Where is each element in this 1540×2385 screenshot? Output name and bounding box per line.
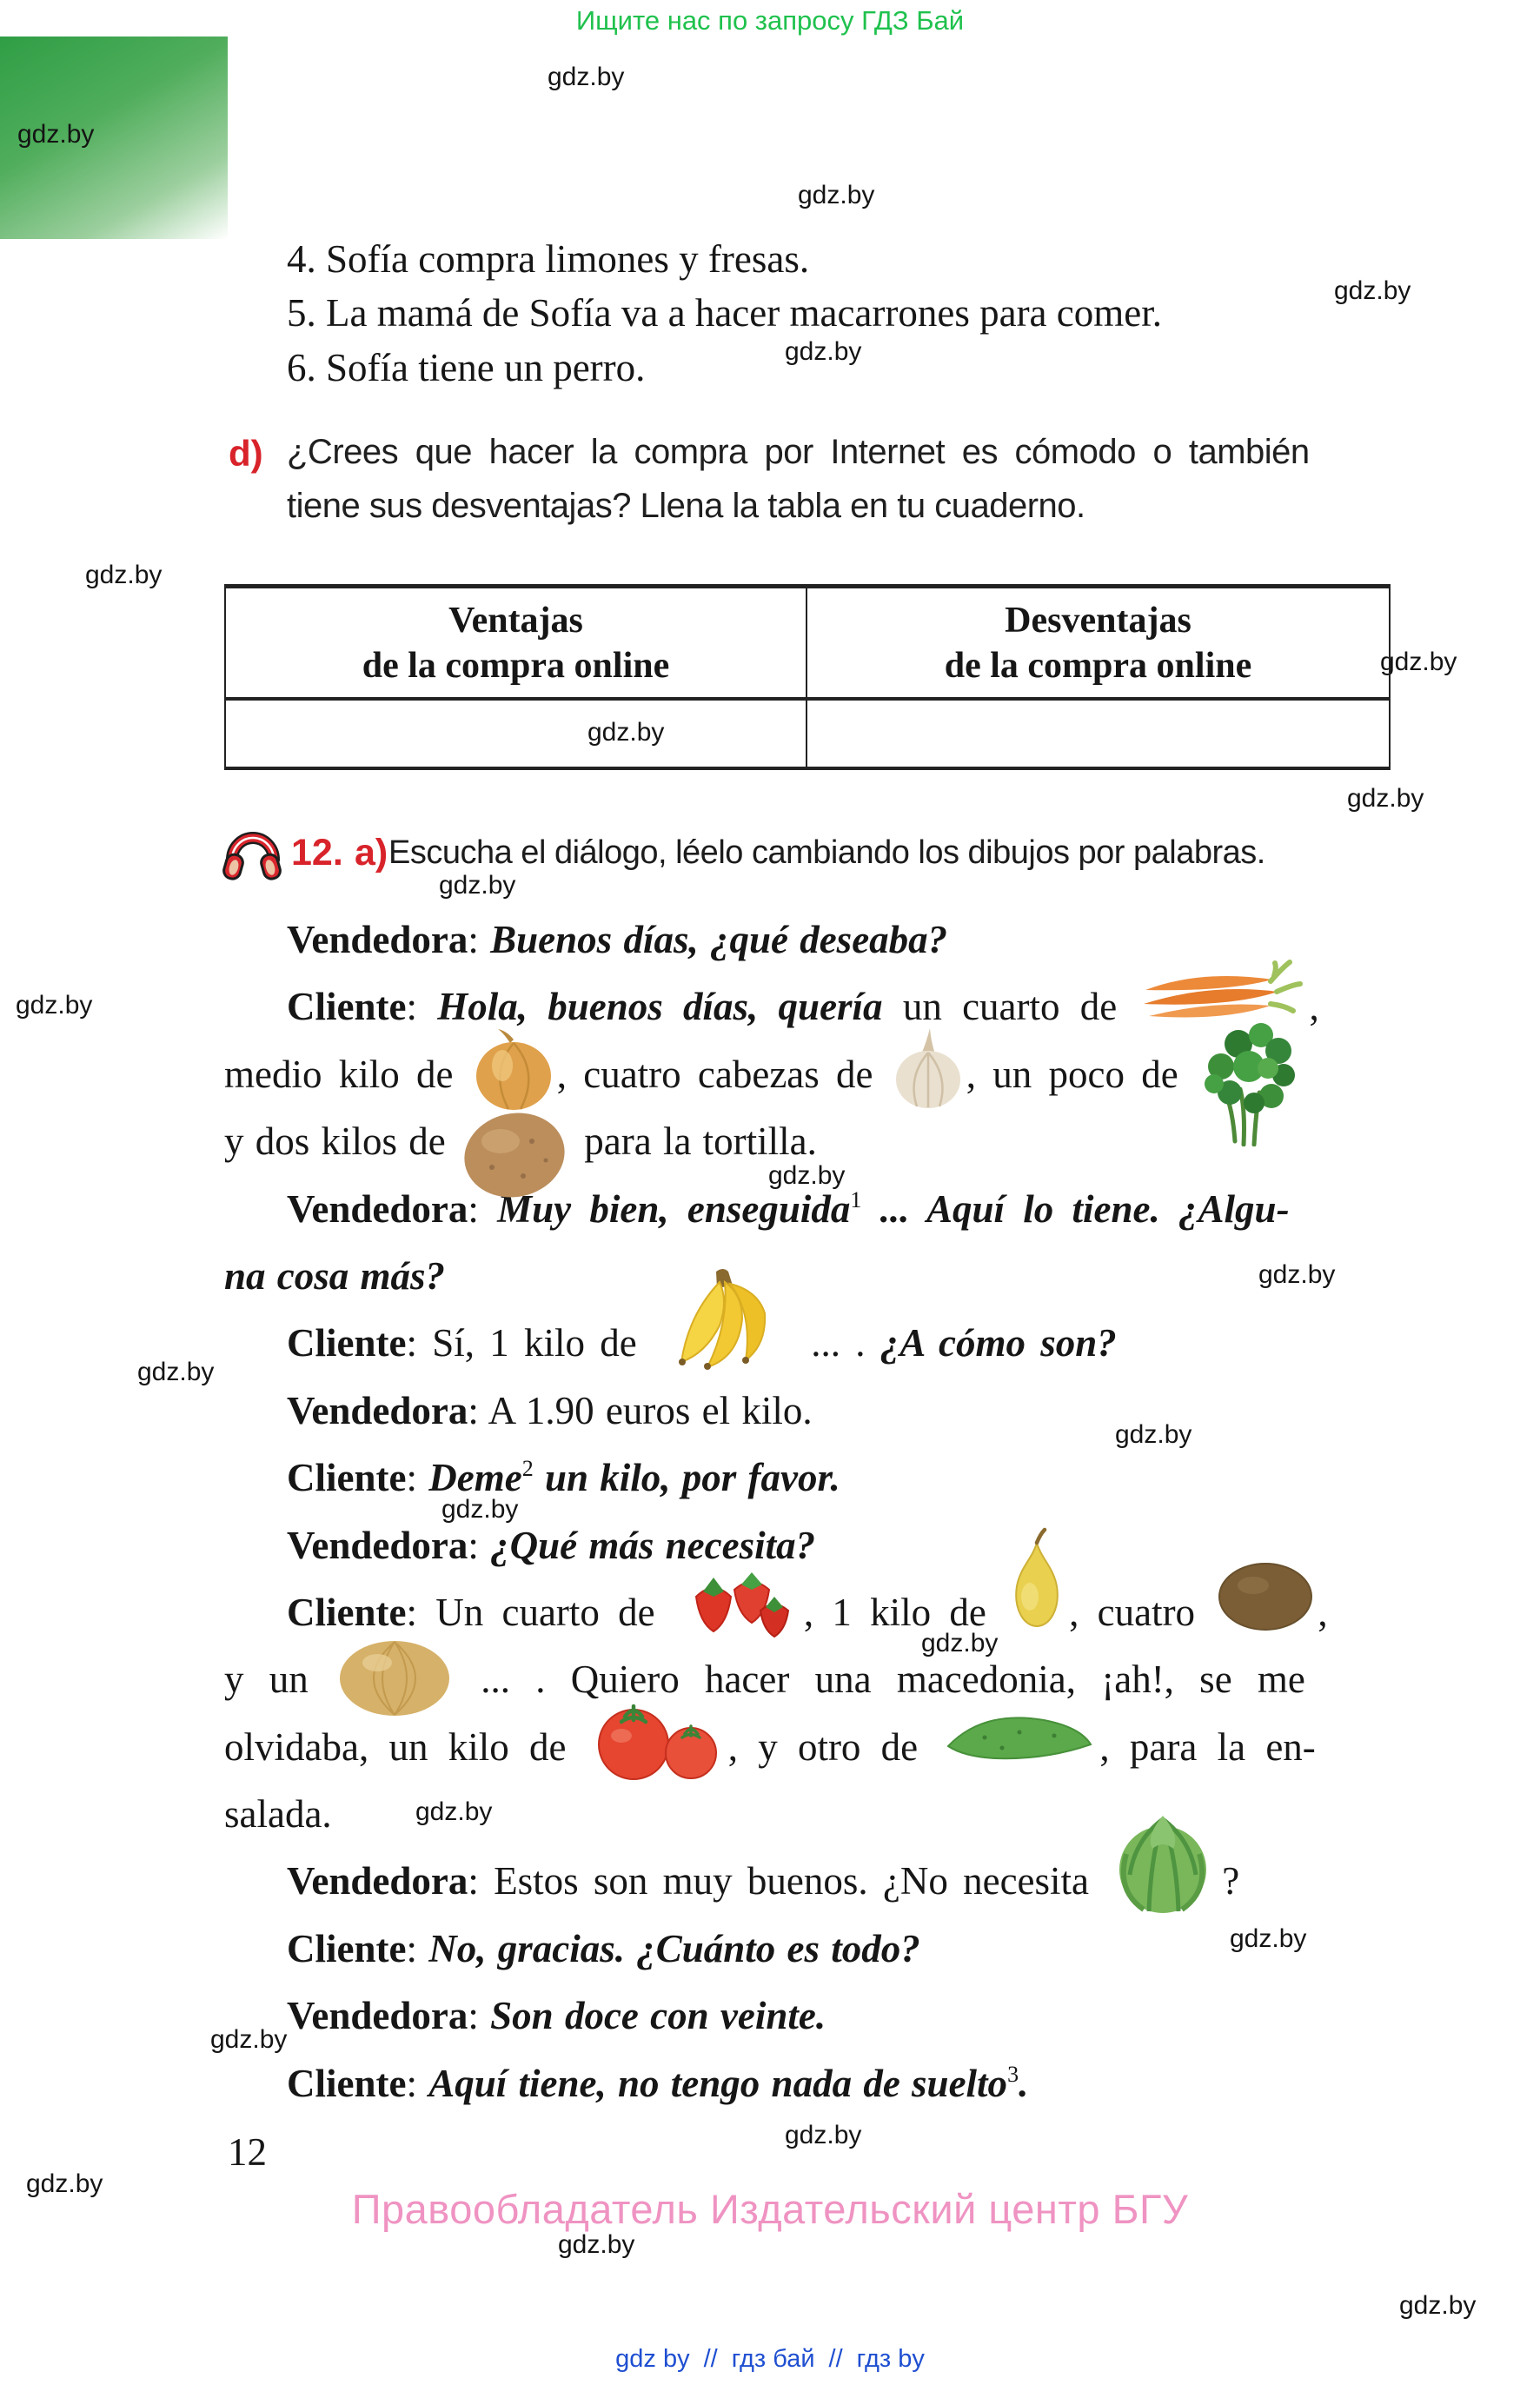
table-header-line: de la compra online bbox=[362, 645, 670, 686]
parsley-image bbox=[1198, 1016, 1296, 1167]
dialogue-italic-text: Muy bien, enseguida bbox=[497, 1186, 851, 1231]
exercise-statement: 5. La mamá de Sofía va a hacer macarrones para comer. bbox=[287, 291, 1162, 335]
dialogue-text: , un poco de bbox=[966, 1052, 1195, 1096]
speaker-name: Vendedora bbox=[287, 1186, 468, 1231]
dialogue-text: : bbox=[406, 2061, 429, 2105]
gdz-watermark: gdz.by bbox=[441, 1495, 519, 1524]
table-header-ventajas bbox=[226, 588, 807, 701]
task-12-letter: a) bbox=[355, 832, 388, 874]
footer-link[interactable]: gdz by bbox=[615, 2345, 690, 2373]
dialogue-text: : bbox=[468, 918, 491, 961]
potato-image bbox=[461, 1106, 569, 1223]
dialogue-line bbox=[224, 1512, 1391, 1579]
dialogue-italic-text: na cosa más? bbox=[224, 1253, 446, 1298]
dialogue-text: : Sí, 1 kilo de bbox=[406, 1321, 652, 1365]
copyright-text: Правообладатель Издательский центр БГУ bbox=[351, 2186, 1189, 2232]
dialogue-text: ... . Quiero hacer una macedonia, ¡ah!, se me bbox=[455, 1658, 1305, 1702]
dialogue-italic-text: Son doce con veinte. bbox=[490, 1994, 826, 2038]
table-header-line: Desventajas bbox=[1005, 600, 1192, 641]
dialogue-text: , cuatro bbox=[1069, 1590, 1214, 1634]
gdz-watermark: gdz.by bbox=[210, 2025, 288, 2054]
dialogue-line bbox=[224, 1445, 1391, 1511]
gdz-watermark: gdz.by bbox=[137, 1358, 215, 1386]
bananas-image bbox=[655, 1265, 793, 1395]
task-d-label: d) bbox=[229, 433, 263, 474]
cucumber-image bbox=[941, 1713, 1096, 1788]
gdz-watermark: gdz.by bbox=[1230, 1924, 1307, 1953]
dialogue-text: , para la en- bbox=[1099, 1724, 1316, 1769]
dialogue-text: , y otro de bbox=[727, 1724, 939, 1769]
gdz-watermark: gdz.by bbox=[587, 718, 665, 747]
speaker-name: Vendedora bbox=[287, 1859, 468, 1903]
dialogue-line bbox=[224, 1378, 1391, 1445]
speaker-name: Vendedora bbox=[287, 918, 468, 961]
gdz-watermark: gdz.by bbox=[1334, 276, 1411, 305]
dialogue-text: , cuatro cabezas de bbox=[556, 1052, 890, 1096]
exercise-statement: 4. Sofía compra limones y fresas. bbox=[287, 237, 810, 281]
gdz-watermark: gdz.by bbox=[439, 871, 516, 900]
dialogue-text: medio kilo de bbox=[224, 1052, 470, 1096]
speaker-name: Vendedora bbox=[287, 1388, 468, 1432]
gdz-watermark: gdz.by bbox=[16, 991, 93, 1020]
dialogue-text: : A 1.90 euros el kilo. bbox=[468, 1388, 813, 1432]
dialogue-italic-text: No, gracias. ¿Cuánto es todo? bbox=[428, 1926, 920, 1970]
pear-image bbox=[1008, 1527, 1065, 1656]
advantages-table bbox=[224, 584, 1391, 770]
gdz-watermark: gdz.by bbox=[785, 337, 862, 366]
table-header-line: de la compra online bbox=[944, 645, 1252, 686]
gdz-watermark: gdz.by bbox=[1399, 2291, 1477, 2320]
dialogue-text: , 1 kilo de bbox=[803, 1590, 1006, 1634]
gdz-watermark: gdz.by bbox=[415, 1797, 493, 1826]
dialogue-line bbox=[224, 1310, 1391, 1377]
gdz-watermark: gdz.by bbox=[1380, 648, 1457, 676]
dialogue-text: : Un cuarto de bbox=[406, 1590, 674, 1634]
dialogue-text: salada. bbox=[224, 1792, 332, 1837]
task-12-number: 12. bbox=[291, 832, 343, 874]
page-number: 12 bbox=[228, 2130, 267, 2174]
dialogue-text: y dos kilos de bbox=[224, 1119, 458, 1164]
dialogue-line bbox=[224, 1579, 1391, 1646]
task-12-instruction: Escucha el diálogo, léelo cambiando los dibujos por palabras. bbox=[388, 834, 1265, 871]
task-d-line2: tiene sus desventajas? Llena la tabla en tu cuaderno. bbox=[287, 487, 1085, 525]
dialogue-italic-text: Deme bbox=[428, 1456, 522, 1500]
dialogue-text: : bbox=[468, 1523, 491, 1567]
table-header-desventajas bbox=[807, 588, 1389, 701]
dialogue-italic-text: ¿A cómo son? bbox=[880, 1321, 1117, 1365]
kiwi-image bbox=[1217, 1561, 1314, 1653]
exercise-statement: 6. Sofía tiene un perro. bbox=[287, 346, 646, 389]
table-header-line: Ventajas bbox=[448, 600, 583, 641]
dialogue-line bbox=[224, 1176, 1391, 1243]
gdz-watermark: gdz.by bbox=[85, 561, 163, 589]
dialogue-text: : bbox=[468, 1186, 498, 1231]
gdz-watermark: gdz.by bbox=[768, 1161, 846, 1190]
dialogue-italic-text: . bbox=[1019, 2061, 1029, 2105]
dialogue-text: : bbox=[406, 1456, 429, 1500]
dialogue-text: : bbox=[406, 1926, 429, 1970]
cabbage-image bbox=[1107, 1812, 1218, 1937]
gdz-watermark: gdz.by bbox=[26, 2169, 103, 2198]
gdz-watermark: gdz.by bbox=[1258, 1260, 1336, 1289]
footnote-marker: 3 bbox=[1007, 2061, 1019, 2087]
footer-link-separator: // bbox=[828, 2345, 843, 2373]
garlic-image bbox=[893, 1025, 963, 1131]
gdz-watermark: gdz.by bbox=[558, 2230, 635, 2259]
dialogue-line bbox=[224, 1041, 1391, 1108]
footer-links bbox=[0, 2345, 1540, 2374]
speaker-name: Cliente bbox=[287, 1456, 407, 1500]
table-cell-desventajas bbox=[807, 701, 1389, 767]
speaker-name: Cliente bbox=[287, 1321, 407, 1365]
dialogue-text: un cuarto de bbox=[882, 985, 1138, 1029]
dialogue-line bbox=[224, 1848, 1391, 1915]
dialogue-block bbox=[224, 907, 1391, 2117]
gdz-watermark: gdz.by bbox=[548, 63, 625, 91]
tomatoes-image bbox=[590, 1699, 725, 1802]
speaker-name: Cliente bbox=[287, 1590, 407, 1634]
gdz-watermark: gdz.by bbox=[1115, 1420, 1192, 1449]
dialogue-text: olvidaba, un kilo de bbox=[224, 1724, 587, 1769]
dialogue-text: ? bbox=[1222, 1859, 1240, 1903]
dialogue-text: y un bbox=[224, 1658, 334, 1702]
gdz-watermark: gdz.by bbox=[785, 2121, 862, 2149]
gdz-watermark: gdz.by bbox=[17, 120, 95, 149]
speaker-name: Vendedora bbox=[287, 1523, 468, 1567]
headphones-icon bbox=[222, 823, 282, 887]
dialogue-italic-text: Buenos días, ¿qué deseaba? bbox=[490, 918, 948, 961]
dialogue-text: : bbox=[468, 1994, 491, 2038]
dialogue-line bbox=[224, 2050, 1391, 2117]
dialogue-line bbox=[224, 1983, 1391, 2050]
footer-link[interactable]: гдз by bbox=[856, 2345, 925, 2373]
dialogue-text: para la tortilla. bbox=[573, 1119, 817, 1164]
footnote-marker: 1 bbox=[850, 1186, 862, 1212]
dialogue-text: , bbox=[1309, 985, 1319, 1029]
dialogue-line bbox=[224, 1243, 1391, 1310]
dialogue-text: : bbox=[406, 985, 438, 1029]
speaker-name: Cliente bbox=[287, 1926, 407, 1970]
dialogue-italic-text: Aquí tiene, no tengo nada de suelto bbox=[428, 2061, 1008, 2105]
footnote-marker: 2 bbox=[521, 1456, 534, 1482]
dialogue-italic-text: Hola, buenos días, quería bbox=[437, 985, 883, 1029]
speaker-name: Cliente bbox=[287, 2061, 407, 2105]
gdz-watermark: gdz.by bbox=[921, 1629, 999, 1658]
dialogue-text: , bbox=[1318, 1590, 1328, 1634]
footer-link-separator: // bbox=[703, 2345, 718, 2373]
speaker-name: Vendedora bbox=[287, 1994, 468, 2038]
gdz-watermark: gdz.by bbox=[798, 181, 875, 209]
speaker-name: Cliente bbox=[287, 985, 407, 1029]
gdz-watermark: gdz.by bbox=[1347, 784, 1424, 813]
melon-image bbox=[337, 1638, 452, 1739]
dialogue-italic-text: un kilo, por favor. bbox=[533, 1456, 840, 1500]
task-d-line1: ¿Crees que hacer la compra por Internet es cómodo o también bbox=[287, 433, 1310, 471]
footer-link[interactable]: гдз бай bbox=[731, 2345, 815, 2373]
dialogue-italic-text: ¿Qué más necesita? bbox=[490, 1523, 816, 1567]
dialogue-text: ... . bbox=[795, 1321, 880, 1365]
dialogue-line bbox=[224, 1646, 1391, 1713]
strawberries-image bbox=[677, 1565, 800, 1666]
dialogue-text: : Estos son muy buenos. ¿No necesita bbox=[468, 1859, 1105, 1903]
table-cell-ventajas bbox=[226, 701, 807, 767]
dialogue-italic-text: ... Aquí lo tiene. ¿Algu- bbox=[861, 1186, 1290, 1231]
top-banner-text: Ищите нас по запросу ГДЗ Бай bbox=[575, 5, 965, 36]
